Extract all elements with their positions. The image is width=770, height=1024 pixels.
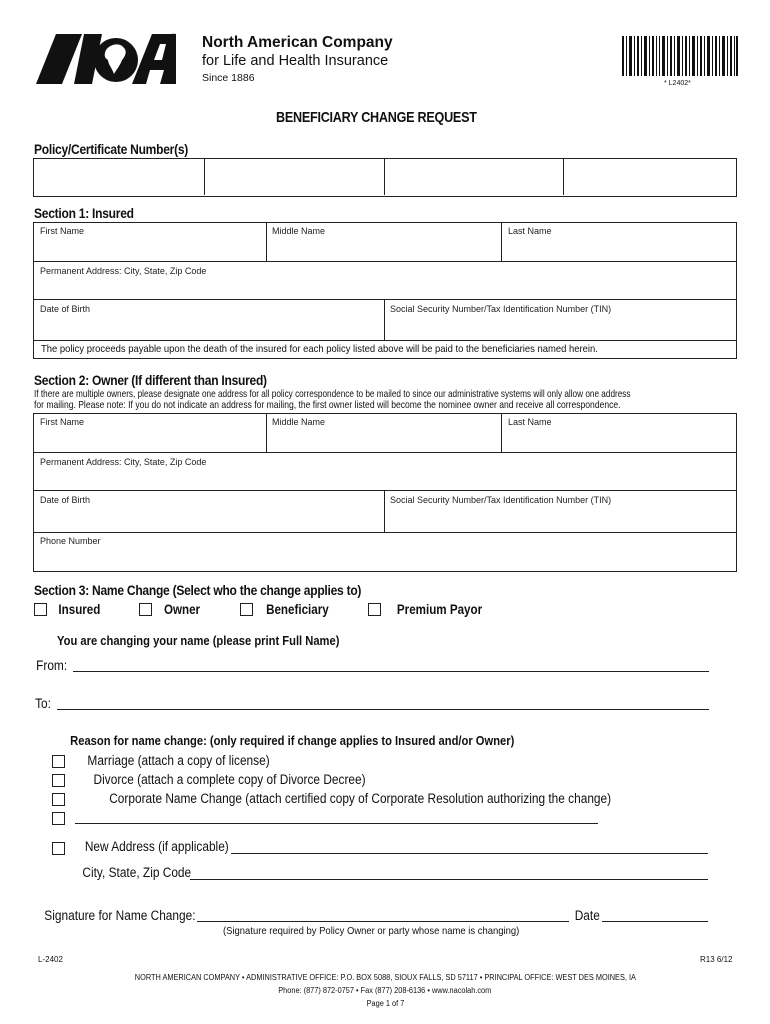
insured-dob-label: Date of Birth bbox=[40, 304, 91, 314]
insured-middle-name-label: Middle Name bbox=[272, 226, 326, 236]
owner-phone-label: Phone Number bbox=[40, 536, 101, 546]
beneficiary-option-label: Beneficiary bbox=[266, 602, 329, 617]
insured-dob-field[interactable] bbox=[34, 316, 383, 339]
policy-number-field-2[interactable] bbox=[205, 159, 384, 195]
section2-heading: Section 2: Owner (If different than Insured) bbox=[34, 372, 267, 388]
form-code: L-2402 bbox=[38, 955, 63, 964]
signature-note: (Signature required by Policy Owner or party whose name is changing) bbox=[223, 925, 520, 937]
to-label: To: bbox=[35, 696, 51, 711]
city-state-zip-field[interactable] bbox=[190, 879, 708, 880]
new-address-label: New Address (if applicable) bbox=[84, 839, 229, 854]
company-name: North American Company bbox=[202, 34, 393, 51]
other-reason-field[interactable] bbox=[75, 823, 598, 824]
signature-field[interactable] bbox=[197, 921, 569, 922]
premium-payor-option-label: Premium Payor bbox=[396, 602, 483, 617]
date-field[interactable] bbox=[602, 921, 708, 922]
form-title: BENEFICIARY CHANGE REQUEST bbox=[276, 109, 477, 126]
owner-last-name-label: Last Name bbox=[508, 417, 552, 427]
policy-number-field-1[interactable] bbox=[34, 159, 204, 195]
beneficiary-checkbox[interactable] bbox=[240, 603, 253, 616]
owner-last-name-field[interactable] bbox=[502, 429, 734, 451]
owner-middle-name-field[interactable] bbox=[267, 429, 500, 451]
owner-ssn-field[interactable] bbox=[385, 507, 734, 531]
barcode-text: * L2402* bbox=[664, 80, 691, 87]
changing-name-label: You are changing your name (please print Full Name) bbox=[56, 633, 340, 648]
section1-row-divider bbox=[33, 261, 736, 262]
premium-payor-checkbox[interactable] bbox=[368, 603, 381, 616]
owner-checkbox[interactable] bbox=[139, 603, 152, 616]
owner-option-label: Owner bbox=[163, 602, 201, 617]
owner-address-field[interactable] bbox=[34, 469, 734, 489]
insured-first-name-field[interactable] bbox=[34, 238, 265, 260]
owner-first-name-label: First Name bbox=[40, 417, 85, 427]
to-name-field[interactable] bbox=[57, 709, 709, 710]
new-address-field[interactable] bbox=[231, 853, 708, 854]
policy-number-label: Policy/Certificate Number(s) bbox=[34, 141, 189, 157]
svg-text:®: ® bbox=[170, 33, 177, 41]
page-number: Page 1 of 7 bbox=[366, 999, 404, 1008]
policy-number-field-3[interactable] bbox=[385, 159, 563, 195]
owner-phone-field[interactable] bbox=[34, 548, 734, 569]
marriage-label: Marriage (attach a copy of license) bbox=[87, 753, 270, 768]
revision-code: R13 6/12 bbox=[700, 955, 733, 964]
owner-address-label: Permanent Address: City, State, Zip Code bbox=[40, 457, 207, 467]
from-name-field[interactable] bbox=[73, 671, 709, 672]
insured-last-name-label: Last Name bbox=[508, 226, 552, 236]
footer-page-wrap bbox=[0, 993, 770, 1011]
divorce-checkbox[interactable] bbox=[52, 774, 65, 787]
marriage-checkbox[interactable] bbox=[52, 755, 65, 768]
section2-note-line2: for mailing. Please note: If you do not indicate an address for mailing, the first owner listed will become the nominee owner and receive all correspondence. bbox=[34, 399, 621, 411]
insured-ssn-field[interactable] bbox=[385, 316, 734, 339]
insured-last-name-field[interactable] bbox=[502, 238, 734, 260]
corporate-name-change-label: Corporate Name Change (attach certified copy of Corporate Resolution authorizing the change) bbox=[109, 791, 612, 806]
section3-heading: Section 3: Name Change (Select who the change applies to) bbox=[34, 582, 362, 598]
insured-address-field[interactable] bbox=[34, 278, 734, 298]
section2-row-divider bbox=[33, 532, 736, 533]
footer-address: NORTH AMERICAN COMPANY • ADMINISTRATIVE OFFICE: P.O. BOX 5088, SIOUX FALLS, SD 57117 • PRINCIPAL OFFICE: WEST DES MOINES, IA bbox=[134, 973, 636, 982]
insured-checkbox[interactable] bbox=[34, 603, 47, 616]
owner-first-name-field[interactable] bbox=[34, 429, 265, 451]
footer-contact: Phone: (877) 872-0757 • Fax (877) 208-6136 • www.nacolah.com bbox=[278, 986, 492, 995]
signature-label: Signature for Name Change: bbox=[44, 908, 196, 923]
section2-row-divider bbox=[33, 452, 736, 453]
reason-label: Reason for name change: (only required if change applies to Insured and/or Owner) bbox=[70, 733, 515, 748]
corporate-name-change-checkbox[interactable] bbox=[52, 793, 65, 806]
barcode bbox=[622, 36, 738, 76]
insured-first-name-label: First Name bbox=[40, 226, 85, 236]
barcode-graphic bbox=[622, 36, 738, 76]
new-address-checkbox[interactable] bbox=[52, 842, 65, 855]
insured-address-label: Permanent Address: City, State, Zip Code bbox=[40, 266, 207, 276]
company-logo bbox=[36, 30, 176, 86]
insured-option-label: Insured bbox=[58, 602, 101, 617]
section1-row-divider bbox=[33, 340, 736, 341]
owner-middle-name-label: Middle Name bbox=[272, 417, 326, 427]
section1-note: The policy proceeds payable upon the death of the insured for each policy listed above will be paid to the beneficiaries named herein. bbox=[41, 343, 598, 355]
insured-ssn-label: Social Security Number/Tax Identification Number (TIN) bbox=[390, 304, 612, 314]
other-reason-checkbox[interactable] bbox=[52, 812, 65, 825]
owner-ssn-label: Social Security Number/Tax Identification Number (TIN) bbox=[390, 495, 612, 505]
company-since: Since 1886 bbox=[202, 72, 255, 84]
city-state-zip-label: City, State, Zip Code bbox=[82, 865, 192, 880]
owner-dob-field[interactable] bbox=[34, 507, 383, 531]
company-subtitle: for Life and Health Insurance bbox=[202, 53, 389, 69]
section2-note-line1: If there are multiple owners, please designate one address for all policy correspondence to be mailed to since our administrative systems will only allow one address bbox=[34, 388, 631, 400]
insured-middle-name-field[interactable] bbox=[267, 238, 500, 260]
date-label: Date bbox=[574, 908, 600, 923]
owner-dob-label: Date of Birth bbox=[40, 495, 91, 505]
section1-heading: Section 1: Insured bbox=[34, 205, 134, 221]
policy-number-field-4[interactable] bbox=[564, 159, 735, 195]
from-label: From: bbox=[36, 658, 68, 673]
divorce-label: Divorce (attach a complete copy of Divorce Decree) bbox=[93, 772, 366, 787]
